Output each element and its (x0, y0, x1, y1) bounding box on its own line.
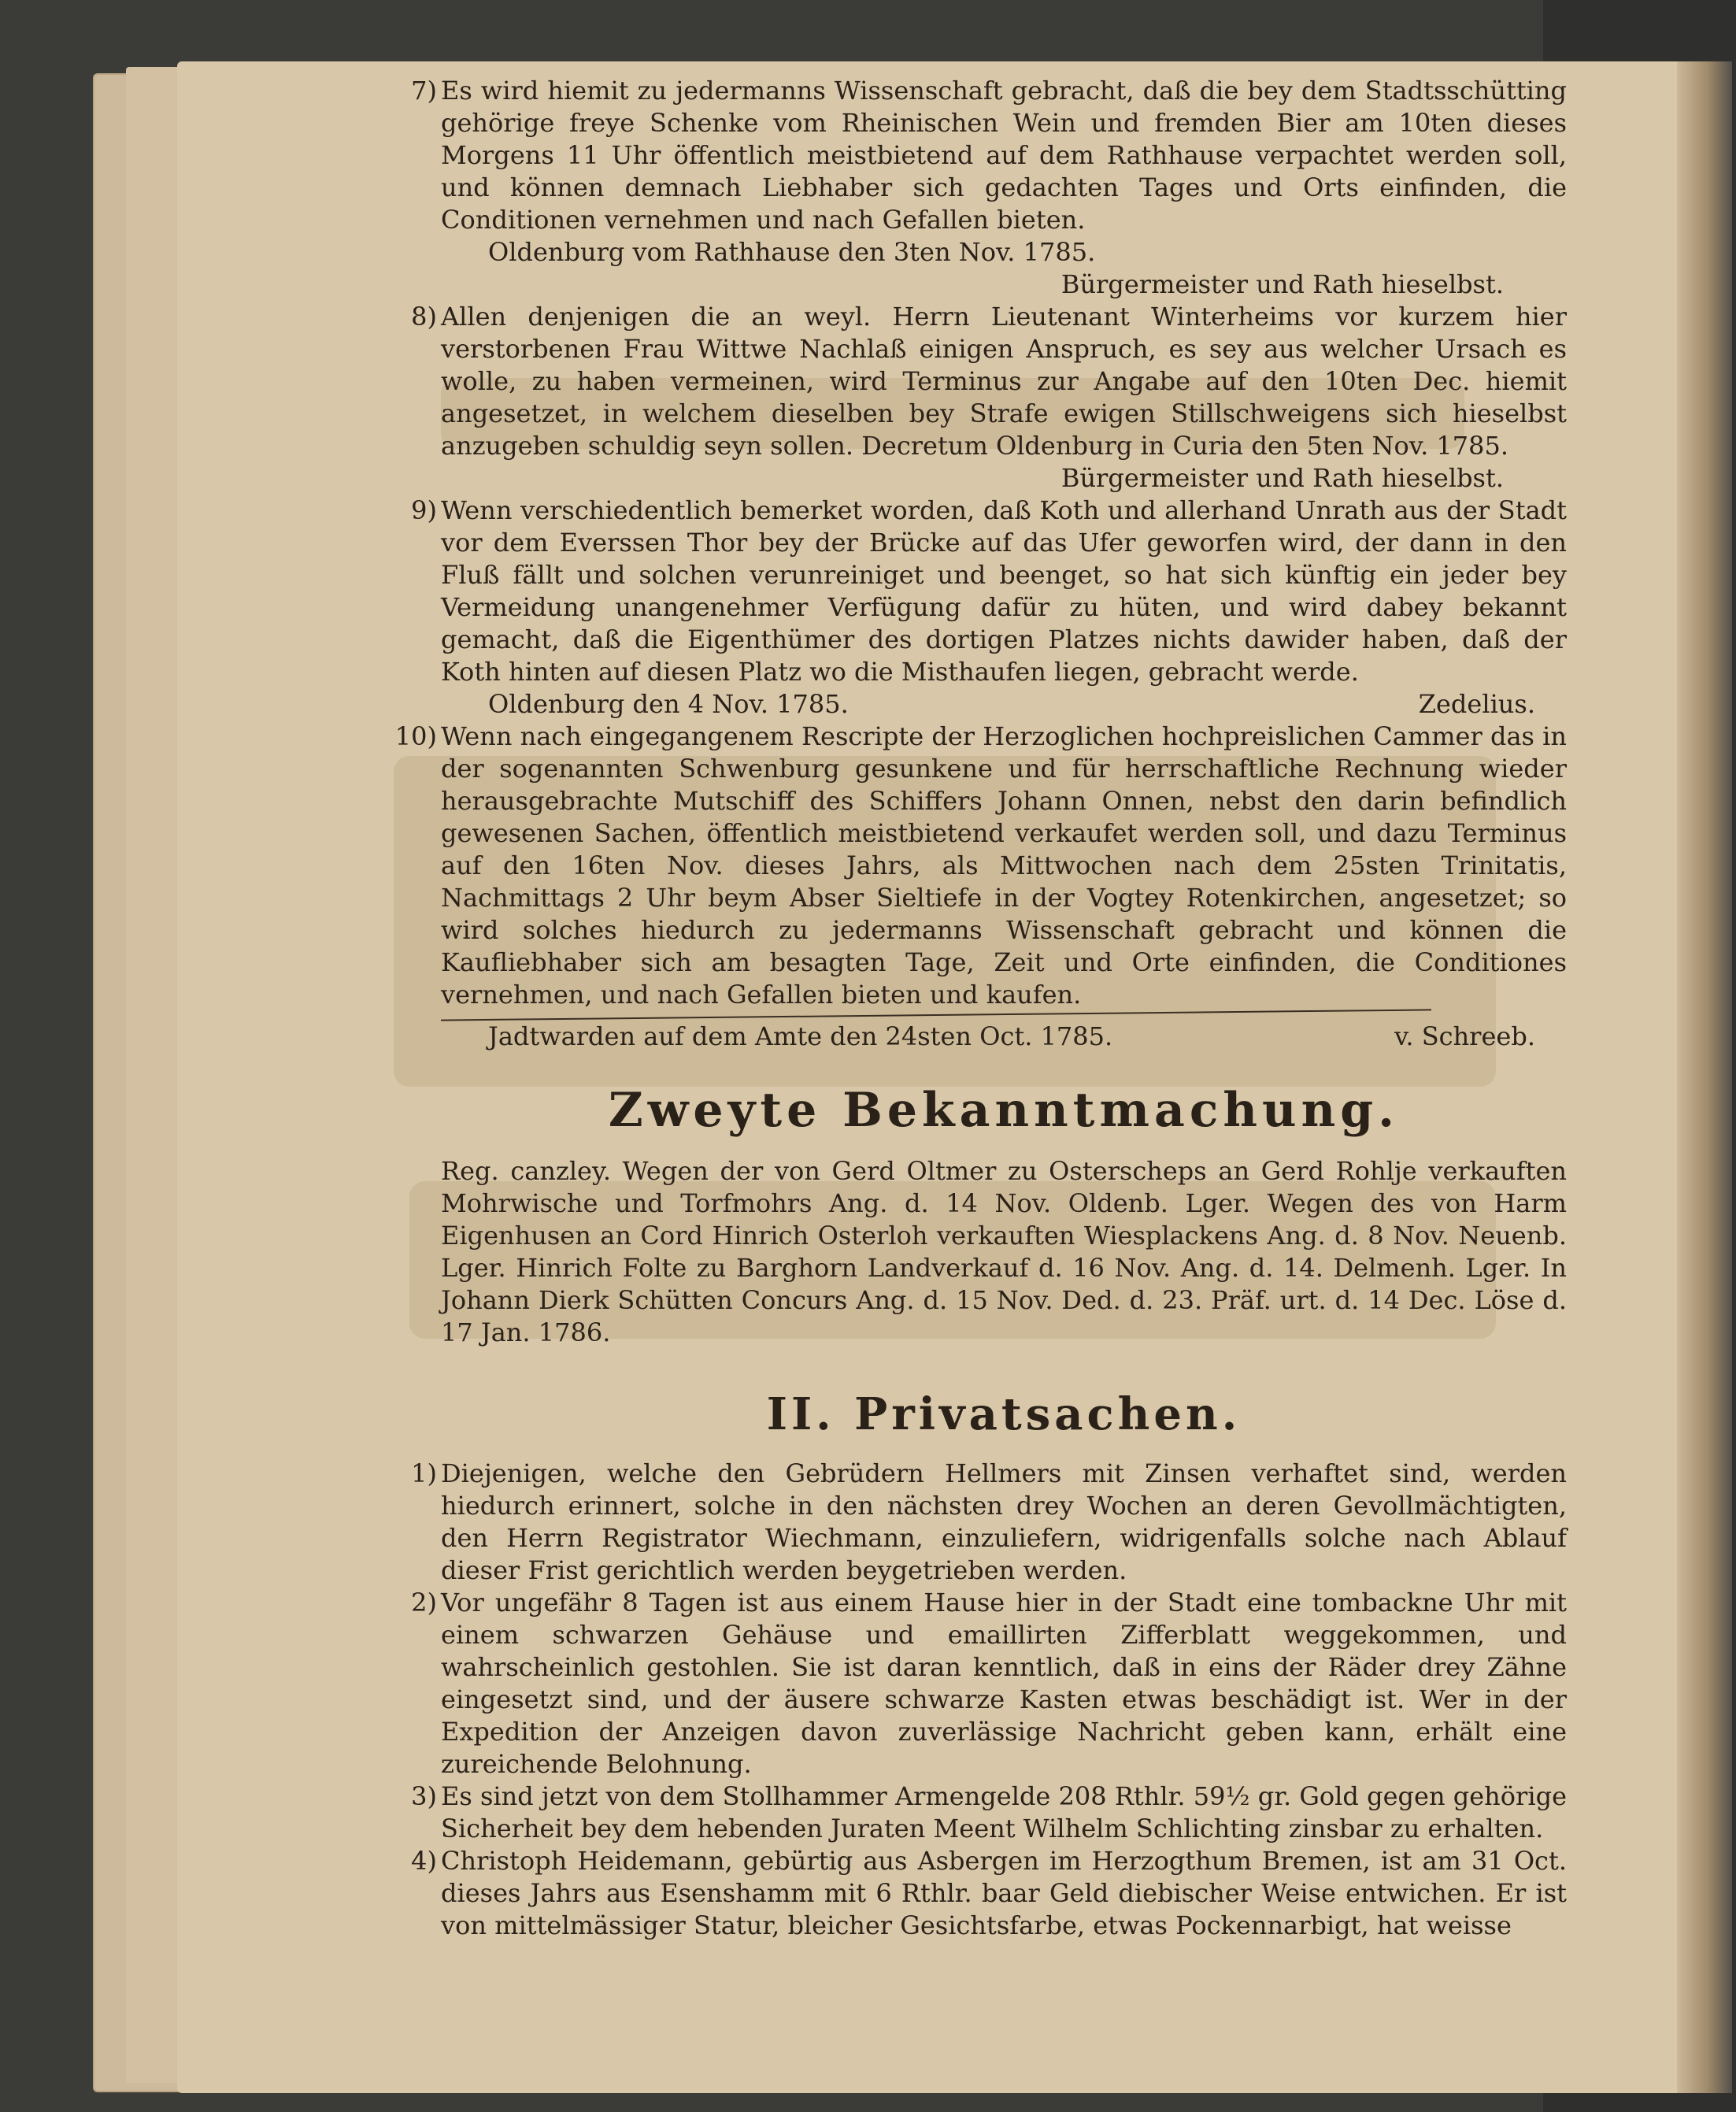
entry-text: Vor ungefähr 8 Tagen ist aus einem Hause hier in der Stadt eine tombackne Uhr mit einem schwarzen Gehäuse und emaillirten Zifferblatt weggekommen, und wahrscheinlich gestohlen. Sie ist daran kenntlich, daß in eins der Räder drey Zähne eingesetzt sind, und der äusere schwarze Kasten etwas beschädigt ist. Wer in der Expedition der Anzeigen davon zuverlässige Nachricht geben kann, erhält eine zureichende Belohnung. (441, 1588, 1567, 1779)
notice-entry (411, 75, 1567, 236)
entry-place-date: Oldenburg den 4 Nov. 1785. (488, 689, 849, 719)
entry-number: 8) (411, 302, 437, 332)
notice-entry (394, 721, 1567, 1011)
notice-entry (411, 301, 1567, 462)
entry-footer (441, 1021, 1567, 1053)
entry-text: Christoph Heidemann, gebürtig aus Asbergen im Herzogthum Bremen, ist am 31 Oct. dieses Jahrs aus Esenshamm mit 6 Rthlr. baar Geld diebischer Weise entwichen. Er ist von mittelmässiger Statur, bleicher Gesichtsfarbe, etwas Pockennarbigt, hat weisse (441, 1846, 1567, 1940)
court-notices-text: Reg. canzley. Wegen der von Gerd Oltmer zu Osterscheps an Gerd Rohlje verkauften Mohrwische und Torfmohrs Ang. d. 14 Nov. Oldenb. Lger. Wegen des von Harm Eigenhusen an Cord Hinrich Osterloh verkauften Wiesplackens Ang. d. 8 Nov. Neuenb. Lger. Hinrich Folte zu Barghorn Landverkauf d. 16 Nov. Ang. d. 14. Delmenh. Lger. In Johann Dierk Schütten Concurs Ang. d. 15 Nov. Ded. d. 23. Präf. urt. d. 14 Dec. Löse d. 17 Jan. 1786. (441, 1156, 1567, 1347)
document-text (394, 75, 1567, 1942)
section-heading-second-announcement: Zweyte Bekanntmachung. (608, 1083, 1400, 1138)
private-entry (411, 1587, 1567, 1780)
entry-text: Allen denjenigen die an weyl. Herrn Lieutenant Winterheims vor kurzem hier verstorbenen Frau Wittwe Nachlaß einigen Anspruch, es sey aus welcher Ursach es wolle, zu haben vermeinen, wird Terminus zur Angabe auf den 10ten Dec. hiemit angesetzet, in welchem dieselben bey Strafe ewigen Stillschweigens sich hieselbst anzugeben schuldig seyn sollen. Decretum Oldenburg in Curia den 5ten Nov. 1785. (441, 302, 1567, 461)
entry-number: 2) (411, 1588, 437, 1617)
entry-place-date: Oldenburg vom Rathhause den 3ten Nov. 1785. (488, 237, 1096, 267)
entry-number: 3) (411, 1781, 437, 1811)
notice-entry (411, 495, 1567, 688)
private-entry (411, 1780, 1567, 1845)
entry-text: Wenn verschiedentlich bemerket worden, daß Koth und allerhand Unrath aus der Stadt vor dem Everssen Thor bey der Brücke auf das Ufer geworfen wird, der dann in den Fluß fällt und solchen verunreiniget und beenget, so hat sich künftig ein jeder bey Vermeidung unangenehmer Verfügung dafür zu hüten, und wird dabey bekannt gemacht, daß die Eigenthümer des dortigen Platzes nichts dawider haben, daß der Koth hinten auf diesen Platz wo die Misthaufen liegen, gebracht werde. (441, 495, 1567, 687)
entry-signature: v. Schreeb. (1394, 1021, 1535, 1051)
private-entry (411, 1845, 1567, 1942)
entry-text: Diejenigen, welche den Gebrüdern Hellmers mit Zinsen verhaftet sind, werden hiedurch erinnert, solche in den nächsten drey Wochen an deren Gevollmächtigten, den Herrn Registrator Wiechmann, einzuliefern, widrigenfalls solche nach Ablauf dieser Frist gerichtlich werden beygetrieben werden. (441, 1458, 1567, 1585)
book-gutter (1677, 61, 1732, 2093)
entry-number: 10) (394, 721, 437, 751)
entry-footer (441, 688, 1567, 721)
entry-text: Es wird hiemit zu jedermanns Wissenschaft gebracht, daß die bey dem Stadtsschütting gehörige freye Schenke vom Rheinischen Wein und fremden Bier am 10ten dieses Morgens 11 Uhr öffentlich meistbietend auf dem Rathhause verpachtet werden soll, und können demnach Liebhaber sich gedachten Tages und Orts einfinden, die Conditionen vernehmen und nach Gefallen bieten. (441, 76, 1567, 235)
entry-text: Es sind jetzt von dem Stollhammer Armengelde 208 Rthlr. 59½ gr. Gold gegen gehörige Sicherheit bey dem hebenden Juraten Meent Wilhelm Schlichting zinsbar zu erhalten. (441, 1781, 1567, 1843)
entry-number: 4) (411, 1846, 437, 1876)
entry-signature: Zedelius. (1418, 689, 1535, 719)
entry-place-date: Jadtwarden auf dem Amte den 24sten Oct. 1785. (488, 1021, 1113, 1051)
private-entry (411, 1458, 1567, 1587)
entry-number: 7) (411, 76, 437, 106)
entry-number: 1) (411, 1458, 437, 1488)
entry-number: 9) (411, 495, 437, 525)
section-heading-private: II. Privatsachen. (766, 1388, 1242, 1440)
entry-signature: Bürgermeister und Rath hieselbst. (1060, 269, 1504, 299)
entry-text: Wenn nach eingegangenem Rescripte der Herzoglichen hochpreislichen Cammer das in der sogenannten Schwenburg gesunkene und für herrschaftliche Rechnung wieder herausgebrachte Mutschiff des Schiffers Johann Onnen, nebst den darin befindlich gewesenen Sachen, öffentlich meistbietend verkaufet werden soll, und dazu Terminus auf den 16ten Nov. dieses Jahrs, als Mittwochen nach dem 25sten Trinitatis, Nachmittags 2 Uhr beym Abser Sieltiefe in der Vogtey Rotenkirchen, angesetzet; so wird solches hiedurch zu jedermanns Wissenschaft gebracht und können die Kaufliebhaber sich am besagten Tage, Zeit und Orte einfinden, die Conditiones vernehmen, und nach Gefallen bieten und kaufen. (441, 721, 1567, 1010)
entry-signature: Bürgermeister und Rath hieselbst. (1060, 463, 1504, 493)
